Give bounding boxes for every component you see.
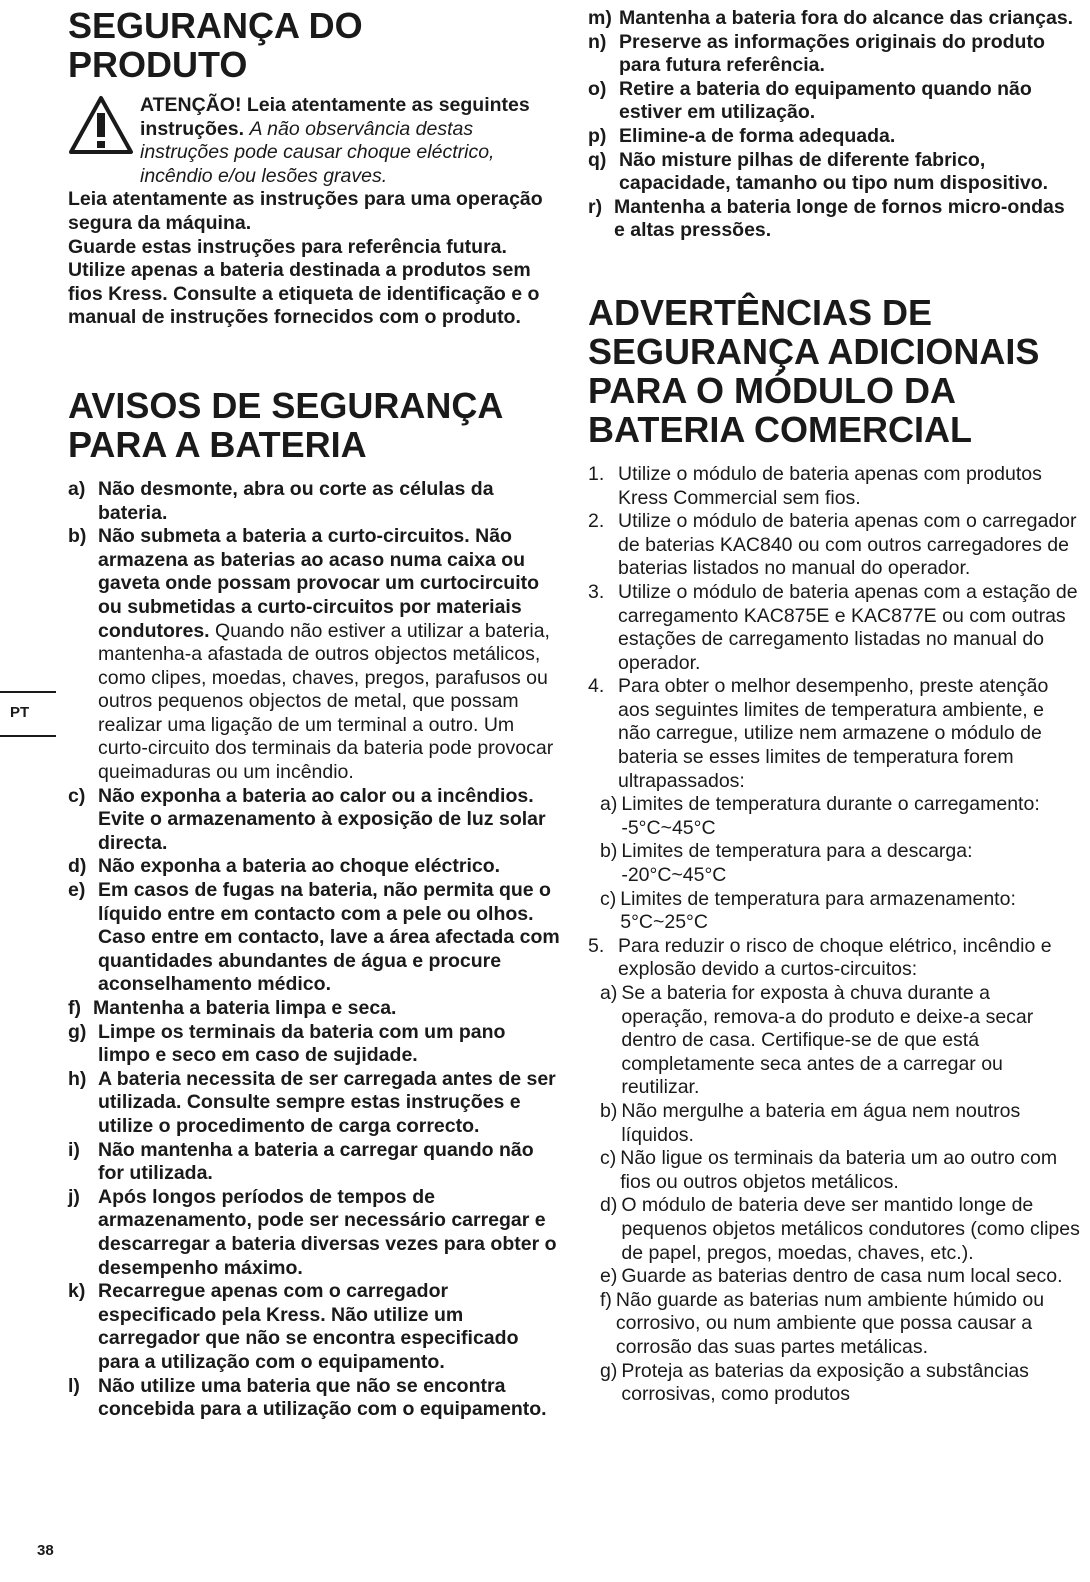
sub-item: d) O módulo de bateria deve ser mantido longe de pequenos objetos metálicos condutores (como clipes de papel, pregos, moedas, chaves, etc.). — [600, 1194, 1080, 1264]
numbered-item: 4. Para obter o melhor desempenho, preste atenção aos seguintes limites de temperatura ambiente, e não carregue, utilize nem armazene o módulo de bateria se esses limites de temperatura forem ultrapassados: — [588, 675, 1049, 792]
section-title-product-safety: SEGURANÇA DO PRODUTO — [68, 5, 363, 85]
numbered-item: 5. Para reduzir o risco de choque elétrico, incêndio e explosão devido a curtos-circuitos: — [588, 934, 1052, 981]
list-item: m) Mantenha a bateria fora do alcance das crianças. — [588, 7, 1074, 29]
sub-item: a) Se a bateria for exposta à chuva durante a operação, remova-a do produto e deixe-a secar dentro de casa. Certifique-se de que está completamente seca antes de a carregar ou reutilizar. — [600, 982, 1034, 1099]
numbered-item: 2. Utilize o módulo de bateria apenas com o carregador de baterias KAC840 ou com outros carregadores de baterias listados no manual do operador. — [588, 510, 1077, 580]
section-title-additional-warnings: ADVERTÊNCIAS DE SEGURANÇA ADICIONAIS PARA O MÓDULO DA BATERIA COMERCIAL — [588, 291, 1040, 450]
warning-triangle-icon — [68, 95, 134, 155]
list-item: k) Recarregue apenas com o carregador especificado pela Kress. Não utilize um carregador que não se encontra especificado para a utilização com o equipamento. — [68, 1280, 519, 1373]
list-item: o) Retire a bateria do equipamento quando não estiver em utilização. — [588, 77, 1032, 124]
page-number: 38 — [37, 1542, 54, 1559]
sub-item: f) Não guarde as baterias num ambiente húmido ou corrosivo, ou num ambiente que possa causar a corrosão das suas partes metálicas. — [600, 1288, 1045, 1358]
list-item: f) Mantenha a bateria limpa e seca. — [68, 997, 397, 1019]
paragraph-keep-instructions: Guarde estas instruções para referência futura. — [68, 235, 507, 258]
paragraph-read-instructions: Leia atentamente as instruções para uma operação segura da máquina. — [68, 188, 543, 234]
warning-block — [68, 92, 560, 188]
left-column — [68, 0, 560, 1422]
list-item: d) Não exponha a bateria ao choque eléctrico. — [68, 855, 501, 878]
section-title-battery-safety: AVISOS DE SEGURANÇA PARA A BATERIA — [68, 384, 503, 465]
sub-item: a) Limites de temperatura durante o carregamento: -5°C~45°C — [600, 793, 1040, 839]
paragraph-battery-use: Utilize apenas a bateria destinada a produtos sem fios Kress. Consulte a etiqueta de identificação e o manual de instruções fornecidos com o produto. — [68, 259, 540, 329]
list-item: a) Não desmonte, abra ou corte as células da bateria. — [68, 477, 494, 524]
numbered-item: 1. Utilize o módulo de bateria apenas com produtos Kress Commercial sem fios. — [588, 462, 1042, 509]
list-item: n) Preserve as informações originais do produto para futura referência. — [588, 30, 1045, 77]
sub-item: e) Guarde as baterias dentro de casa num local seco. — [600, 1265, 1063, 1288]
list-item: h) A bateria necessita de ser carregada antes de ser utilizada. Consulte sempre estas instruções e utilize o procedimento de carga correcto. — [68, 1067, 556, 1137]
additional-warnings-list — [588, 463, 1080, 1407]
language-tab — [0, 691, 56, 737]
list-item: i) Não mantenha a bateria a carregar quando não for utilizada. — [68, 1138, 534, 1185]
list-item: p) Elimine-a de forma adequada. — [588, 124, 896, 147]
list-item: r) Mantenha a bateria longe de fornos micro-ondas e altas pressões. — [588, 195, 1065, 242]
battery-safety-list — [68, 478, 560, 1422]
sub-item: b) Limites de temperatura para a descarga: -20°C~45°C — [600, 840, 973, 887]
warning-italic-text: A não observância destas instruções pode causar choque eléctrico, incêndio e/ou lesões graves. — [140, 117, 495, 187]
list-item: b) Não submeta a bateria a curto-circuitos. Não armazena as baterias ao acaso numa caixa ou gaveta onde possam provocar um curtocircuito ou submetidas a curto-circuitos por materiais condutores. Quando não estiver a utilizar a bateria, mantenha-a afastada de outros objectos metálicos, como clipes, moedas, chaves, pregos, parafusos ou outros pequenos objectos de metal, que possam realizar uma ligação de um terminal a outro. Um curto-circuito dos terminais da bateria pode provocar queimaduras ou um incêndio. — [68, 525, 554, 784]
right-column — [588, 0, 1080, 1407]
warning-bold-text: ATENÇÃO! Leia atentamente as seguintes instruções. — [140, 94, 530, 140]
sub-item: c) Não ligue os terminais da bateria um ao outro com fios ou outros objetos metálicos. — [600, 1147, 1058, 1193]
battery-safety-list-continued — [588, 7, 1080, 243]
sub-item: b) Não mergulhe a bateria em água nem noutros líquidos. — [600, 1099, 1021, 1146]
list-item: j) Após longos períodos de tempos de armazenamento, pode ser necessário carregar e descarregar a bateria diversas vezes para obter o desempenho máximo. — [68, 1185, 557, 1279]
sub-item: c) Limites de temperatura para armazenamento: 5°C~25°C — [600, 887, 1016, 934]
list-item: g) Limpe os terminais da bateria com um pano limpo e seco em caso de sujidade. — [68, 1020, 506, 1067]
list-item: c) Não exponha a bateria ao calor ou a incêndios. Evite o armazenamento à exposição de luz solar directa. — [68, 784, 546, 854]
numbered-item: 3. Utilize o módulo de bateria apenas com a estação de carregamento KAC875E e KAC877E ou com outras estações de carregamento listadas no manual do operador. — [588, 580, 1078, 674]
list-item: e) Em casos de fugas na bateria, não permita que o líquido entre em contacto com a pele ou olhos. Caso entre em contacto, lave a área afectada com quantidades abundantes de água e procure aconselhamento médico. — [68, 879, 560, 996]
list-item: l) Não utilize uma bateria que não se encontra concebida para a utilização com o equipamento. — [68, 1374, 547, 1421]
list-item: q) Não misture pilhas de diferente fabrico, capacidade, tamanho ou tipo num dispositivo. — [588, 148, 1049, 195]
language-tab-label: PT — [10, 704, 30, 721]
sub-item: g) Proteja as baterias da exposição a substâncias corrosivas, como produtos — [600, 1359, 1029, 1406]
